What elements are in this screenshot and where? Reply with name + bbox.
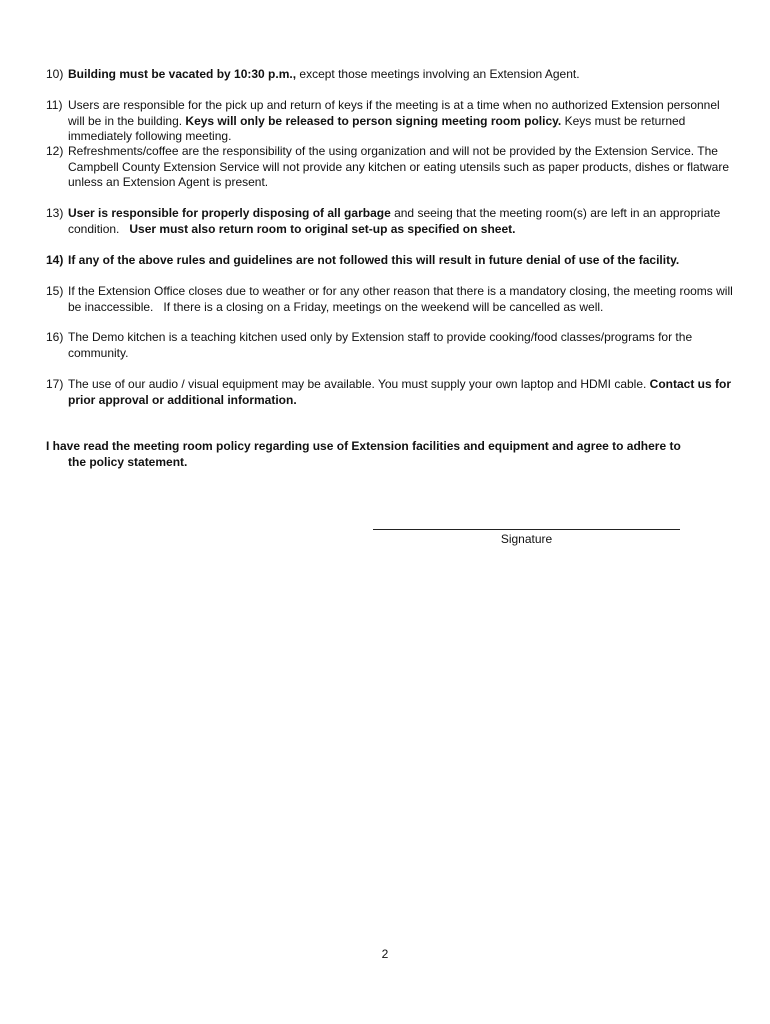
policy-item-11 bbox=[46, 98, 736, 145]
page-number: 2 bbox=[381, 947, 389, 961]
policy-item-17 bbox=[46, 377, 736, 408]
policy-item-14 bbox=[46, 253, 736, 269]
policy-item-13 bbox=[46, 206, 736, 237]
policy-item-15 bbox=[46, 284, 736, 315]
item-number: 11) bbox=[46, 98, 63, 112]
item-number: 14) bbox=[46, 253, 64, 267]
policy-item-10 bbox=[46, 67, 736, 83]
item-number: 10) bbox=[46, 67, 64, 81]
item-text-regular: The use of our audio / visual equipment may be available. You must supply your own laptop and HDMI cable. bbox=[68, 377, 650, 391]
item-text-regular: Users are responsible for the pick up and return of keys if the meeting is at a time when no authorized Extension personnel will be in the building. bbox=[68, 98, 720, 128]
item-text-regular: except those meetings involving an Extension Agent. bbox=[296, 67, 580, 81]
item-text bbox=[68, 206, 736, 237]
agreement-statement bbox=[46, 439, 736, 470]
signature-label: Signature bbox=[500, 532, 553, 546]
item-text-regular: Keys must be returned immediately following meeting. bbox=[68, 113, 686, 143]
item-number: 16) bbox=[46, 330, 64, 344]
item-text-bold: If any of the above rules and guidelines are not followed this will result in future denial of use of the facility. bbox=[68, 253, 680, 267]
item-text: If the Extension Office closes due to weather or for any other reason that there is a mandatory closing, the meeting rooms will be inaccessible. If there is a closing on a Friday, meetings on the weekend will be cancelled as well. bbox=[68, 284, 737, 314]
item-text: Refreshments/coffee are the responsibility of the using organization and will not be provided by the Extension Service. The Campbell County Extension Service will not provide any kitchen or eating utensils such as paper products, dishes or flatware unless an Extension Agent is present. bbox=[68, 144, 730, 189]
policy-item-12 bbox=[46, 144, 736, 191]
item-text bbox=[68, 377, 736, 408]
item-number: 17) bbox=[46, 377, 64, 391]
item-number: 13) bbox=[46, 206, 64, 220]
item-text-bold: Keys will only be released to person signing meeting room policy. bbox=[185, 113, 562, 128]
item-text: The Demo kitchen is a teaching kitchen used only by Extension staff to provide cooking/food classes/programs for the community. bbox=[68, 330, 693, 360]
item-number: 12) bbox=[46, 144, 64, 158]
item-text-bold: Building must be vacated by 10:30 p.m., bbox=[68, 67, 297, 81]
signature-line[interactable] bbox=[373, 529, 680, 530]
item-text-bold: Contact us for prior approval or additional information. bbox=[68, 377, 732, 407]
item-text-bold: User must also return room to original set-up as specified on sheet. bbox=[129, 221, 516, 236]
agreement-line-1: I have read the meeting room policy regarding use of Extension facilities and equipment and agree to adhere to bbox=[46, 439, 681, 453]
item-text-regular: and seeing that the meeting room(s) are left in an appropriate condition. bbox=[68, 206, 724, 236]
item-number: 15) bbox=[46, 284, 64, 298]
item-text bbox=[68, 253, 736, 269]
agreement-line-2: the policy statement. bbox=[68, 454, 188, 469]
item-text bbox=[68, 67, 736, 83]
item-text bbox=[68, 98, 736, 145]
item-text-bold: User is responsible for properly disposing of all garbage bbox=[68, 206, 391, 220]
policy-item-16 bbox=[46, 330, 736, 361]
